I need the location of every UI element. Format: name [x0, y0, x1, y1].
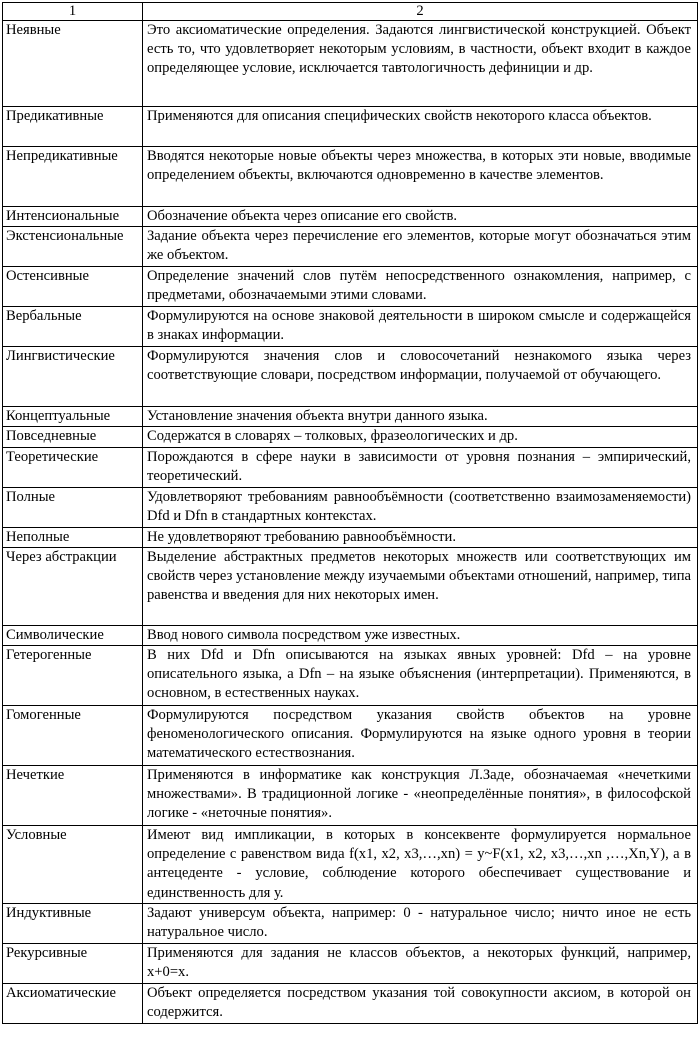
definition-cell: Применяются в информатике как конструкция Л.Заде, обозначаемая «нечеткими множествами». В традиционной логике - «неопределённые понятия», в философской логике - «неточные понятия».	[143, 766, 698, 826]
column-header-2: 2	[143, 3, 698, 21]
term-cell: Через абстракции	[3, 547, 143, 625]
term-cell: Концептуальные	[3, 407, 143, 427]
definition-cell: Задание объекта через перечисление его элементов, которые могут обозначаться этим же объектом.	[143, 227, 698, 267]
table-row	[3, 107, 698, 147]
definition-cell: Это аксиоматические определения. Задаются лингвистической конструкцией. Объект есть то, что удовлетворяет некоторым условиям, в частности, объект входит в каждое определяющее условие, исключается тавтологичность дефиниции и др.	[143, 21, 698, 107]
definition-cell: Не удовлетворяют требованию равнообъёмности.	[143, 527, 698, 547]
table-row	[3, 307, 698, 347]
definition-cell: Установление значения объекта внутри данного языка.	[143, 407, 698, 427]
table-row	[3, 407, 698, 427]
definition-cell: Имеют вид импликации, в которых в консеквенте формулируется нормальное определение с равенством вида f(x1, x2, x3,…,xn) = y~F(x1, x2, x3,…,xn ,…,Xn,Y), а в антецеденте - условие, соблюдение которого обеспечивает существование и единственность для у.	[143, 826, 698, 904]
table-row	[3, 227, 698, 267]
term-cell: Экстенсиональные	[3, 227, 143, 267]
definition-cell: Объект определяется посредством указания той совокупности аксиом, в которой он содержится.	[143, 984, 698, 1024]
definition-cell: Формулируются значения слов и словосочетаний незнакомого языка через соответствующие словари, посредством информации, получаемой от обучающего.	[143, 347, 698, 407]
table-row	[3, 944, 698, 984]
term-cell: Нечеткие	[3, 766, 143, 826]
definition-cell: Выделение абстрактных предметов некоторых множеств или соответствующих им свойств через установление между изучаемыми объектами отношений, например, типа равенства и введения для них некоторых имен.	[143, 547, 698, 625]
term-cell: Гомогенные	[3, 706, 143, 766]
term-cell: Повседневные	[3, 427, 143, 447]
term-cell: Остенсивные	[3, 267, 143, 307]
table-row	[3, 207, 698, 227]
definition-cell: В них Dfd и Dfn описываются на языках явных уровней: Dfd – на уровне описательного языка, а Dfn – на языке объяснения (интерпретации). Применяются, в основном, в естественных науках.	[143, 646, 698, 706]
term-cell: Теоретические	[3, 447, 143, 487]
definition-cell: Вводятся некоторые новые объекты через множества, в которых эти новые, вводимые определением объекты, включаются одновременно в качестве элементов.	[143, 147, 698, 207]
table-body	[3, 21, 698, 1024]
table-row	[3, 267, 698, 307]
definition-cell: Ввод нового символа посредством уже известных.	[143, 625, 698, 645]
term-cell: Индуктивные	[3, 904, 143, 944]
table-row	[3, 427, 698, 447]
table-row	[3, 487, 698, 527]
definition-cell: Формулируются на основе знаковой деятельности в широком смысле и содержащейся в знаках информации.	[143, 307, 698, 347]
term-cell: Условные	[3, 826, 143, 904]
definition-cell: Определение значений слов путём непосредственного ознакомления, например, с предметами, обозначаемыми этими словами.	[143, 267, 698, 307]
table-row	[3, 984, 698, 1024]
table-row	[3, 447, 698, 487]
term-cell: Неполные	[3, 527, 143, 547]
table-row	[3, 766, 698, 826]
definition-cell: Формулируются посредством указания свойств объектов на уровне феноменологического описания. Формулируются на языке одного уровня в теории математического естествознания.	[143, 706, 698, 766]
term-cell: Неявные	[3, 21, 143, 107]
term-cell: Рекурсивные	[3, 944, 143, 984]
table-row	[3, 625, 698, 645]
term-cell: Символические	[3, 625, 143, 645]
header-row	[3, 3, 698, 21]
term-cell: Непредикативные	[3, 147, 143, 207]
table-row	[3, 21, 698, 107]
table-row	[3, 547, 698, 625]
table-row	[3, 904, 698, 944]
term-cell: Полные	[3, 487, 143, 527]
definition-cell: Применяются для задания не классов объектов, а некоторых функций, например, x+0=x.	[143, 944, 698, 984]
table-row	[3, 826, 698, 904]
term-cell: Гетерогенные	[3, 646, 143, 706]
table-row	[3, 347, 698, 407]
definition-cell: Удовлетворяют требованиям равнообъёмности (соответственно взаимозаменяемости) Dfd и Dfn в стандартных контекстах.	[143, 487, 698, 527]
term-cell: Интенсиональные	[3, 207, 143, 227]
term-cell: Вербальные	[3, 307, 143, 347]
term-cell: Предикативные	[3, 107, 143, 147]
term-cell: Лингвистические	[3, 347, 143, 407]
table-row	[3, 147, 698, 207]
definition-cell: Применяются для описания специфических свойств некоторого класса объектов.	[143, 107, 698, 147]
term-cell: Аксиоматические	[3, 984, 143, 1024]
definition-cell: Порождаются в сфере науки в зависимости от уровня познания – эмпирический, теоретический.	[143, 447, 698, 487]
column-header-1: 1	[3, 3, 143, 21]
table-row	[3, 527, 698, 547]
table-header	[3, 3, 698, 21]
table-row	[3, 706, 698, 766]
table-row	[3, 646, 698, 706]
definition-cell: Содержатся в словарях – толковых, фразеологических и др.	[143, 427, 698, 447]
definition-cell: Обозначение объекта через описание его свойств.	[143, 207, 698, 227]
definitions-table	[2, 2, 698, 1024]
definition-cell: Задают универсум объекта, например: 0 - натуральное число; ничто иное не есть натуральное число.	[143, 904, 698, 944]
